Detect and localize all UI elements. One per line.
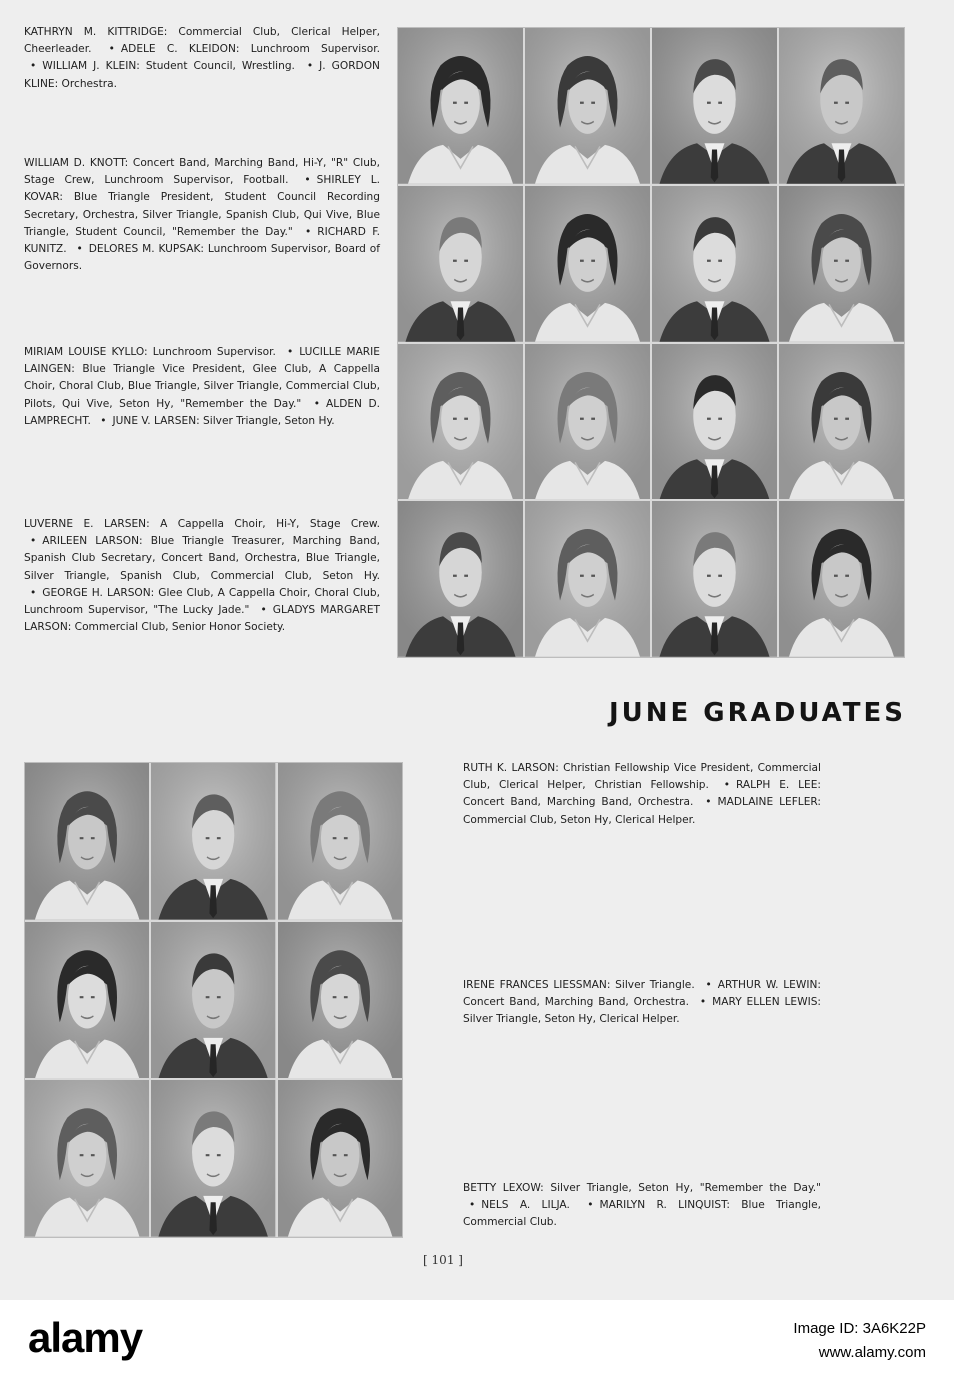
top-portrait-photo xyxy=(398,28,523,184)
bullet-separator: • xyxy=(587,1199,594,1212)
bullet-separator: • xyxy=(723,779,730,792)
watermark-image-id: Image ID: 3A6K22P xyxy=(793,1320,926,1337)
senior-entry: GLADYS MARGARET LARSON: Commercial Club, Senior Honor Society. xyxy=(24,604,380,634)
senior-bio-block-6 xyxy=(463,977,821,1029)
senior-entry: GEORGE H. LARSON: Glee Club, A Cappella Choir, Choral Club, Lunchroom Supervisor, "The Lucky Jade." xyxy=(24,586,380,617)
senior-entry: ADELE C. KLEIDON: Lunchroom Supervisor. xyxy=(120,43,380,56)
senior-entry: BETTY LEXOW: Silver Triangle, Seton Hy, "Remember the Day." xyxy=(463,1182,821,1194)
bullet-separator: • xyxy=(286,346,294,358)
bottom-portrait-photo xyxy=(25,1080,149,1237)
bottom-portrait-photo xyxy=(25,922,149,1079)
top-portrait-photo xyxy=(779,186,904,342)
senior-entry: ALDEN D. LAMPRECHT. xyxy=(24,397,380,427)
top-portrait-photo xyxy=(652,501,777,657)
top-portrait-photo xyxy=(398,186,523,342)
senior-entry: RICHARD F. KUNITZ. xyxy=(24,225,380,256)
bullet-separator: • xyxy=(76,243,83,256)
senior-entry: JUNE V. LARSEN: Silver Triangle, Seton Hy. xyxy=(112,414,335,427)
portrait-grid-bottom xyxy=(24,762,403,1238)
senior-entry: RALPH E. LEE: Concert Band, Marching Band, Orchestra. xyxy=(463,779,821,809)
senior-bio-block-4 xyxy=(24,516,380,636)
section-title: JUNE GRADUATES xyxy=(608,698,906,728)
bullet-separator: • xyxy=(705,979,712,991)
bottom-portrait-photo xyxy=(278,763,402,920)
senior-entry: NELS A. LILJA. xyxy=(481,1199,570,1212)
bottom-portrait-photo xyxy=(151,1080,275,1237)
senior-bio-block-3 xyxy=(24,344,380,430)
senior-entry: ARILEEN LARSON: Blue Triangle Treasurer, Marching Band, Spanish Club Secretary, Concert Band, Orchestra, Blue Triangle, Silver Triangle, Spanish Club, Commercial Club, Seton Hy. xyxy=(24,535,380,582)
bottom-portrait-photo xyxy=(151,922,275,1079)
bullet-separator: • xyxy=(306,60,314,73)
senior-bio-block-7 xyxy=(463,1180,821,1232)
bottom-portrait-photo xyxy=(278,1080,402,1237)
top-portrait-photo xyxy=(525,28,650,184)
senior-entry: J. GORDON KLINE: Orchestra. xyxy=(24,60,380,90)
top-portrait-photo xyxy=(525,186,650,342)
senior-entry: MADLAINE LEFLER: Commercial Club, Seton Hy, Clerical Helper. xyxy=(463,796,821,826)
bottom-portrait-photo xyxy=(25,763,149,920)
top-portrait-photo xyxy=(779,501,904,657)
senior-entry: DELORES M. KUPSAK: Lunchroom Supervisor, Board of Governors. xyxy=(24,243,380,273)
bullet-separator: • xyxy=(313,397,321,410)
top-portrait-photo xyxy=(652,28,777,184)
bullet-separator: • xyxy=(30,60,37,73)
bullet-separator: • xyxy=(304,174,311,187)
bullet-separator: • xyxy=(469,1199,476,1212)
top-portrait-photo xyxy=(398,344,523,500)
senior-bio-block-2 xyxy=(24,155,380,275)
page-number: [ 101 ] xyxy=(423,1253,463,1267)
senior-entry: MARILYN R. LINQUIST: Blue Triangle, Commercial Club. xyxy=(463,1199,822,1229)
senior-entry: WILLIAM D. KNOTT: Concert Band, Marching Band, Hi-Y, "R" Club, Stage Crew, Lunchroom Supervisor, Football. xyxy=(24,157,380,187)
bottom-portrait-photo xyxy=(151,763,275,920)
bullet-separator: • xyxy=(260,604,267,617)
senior-entry: KATHRYN M. KITTRIDGE: Commercial Club, Clerical Helper, Cheerleader. xyxy=(24,26,380,56)
top-portrait-photo xyxy=(652,186,777,342)
senior-entry: WILLIAM J. KLEIN: Student Council, Wrestling. xyxy=(42,60,295,73)
bullet-separator: • xyxy=(705,796,712,809)
bullet-separator: • xyxy=(30,535,37,548)
portrait-grid-top xyxy=(397,27,905,658)
bullet-separator: • xyxy=(699,996,707,1009)
senior-entry: LUVERNE E. LARSEN: A Cappella Choir, Hi-Y, Stage Crew. xyxy=(24,518,380,530)
top-portrait-photo xyxy=(652,344,777,500)
senior-entry: MIRIAM LOUISE KYLLO: Lunchroom Supervisor. xyxy=(24,346,276,358)
top-portrait-photo xyxy=(525,501,650,657)
senior-bio-block-1 xyxy=(24,24,380,93)
top-portrait-photo xyxy=(779,28,904,184)
top-portrait-photo xyxy=(779,344,904,500)
top-portrait-photo xyxy=(525,344,650,500)
watermark-logo: alamy xyxy=(28,1314,143,1361)
senior-entry: MARY ELLEN LEWIS: Silver Triangle, Seton Hy, Clerical Helper. xyxy=(463,996,821,1026)
top-portrait-photo xyxy=(398,501,523,657)
senior-entry: ARTHUR W. LEWIN: Concert Band, Marching Band, Orchestra. xyxy=(463,979,821,1009)
bottom-portrait-photo xyxy=(278,922,402,1079)
senior-entry: LUCILLE MARIE LAINGEN: Blue Triangle Vice President, Glee Club, A Cappella Choir, Choral Club, Blue Triangle, Silver Triangle, Commercial Club, Pilots, Qui Vive, Seton Hy, "Remember the Day." xyxy=(24,346,380,410)
watermark-url: www.alamy.com xyxy=(818,1344,926,1361)
bullet-separator: • xyxy=(305,225,312,238)
senior-entry: RUTH K. LARSON: Christian Fellowship Vice President, Commercial Club, Clerical Helper, Christian Fellowship. xyxy=(463,762,821,792)
senior-bio-block-5 xyxy=(463,760,821,829)
stock-watermark-bar xyxy=(0,1300,954,1390)
bullet-separator: • xyxy=(30,586,37,599)
bullet-separator: • xyxy=(108,43,115,56)
bullet-separator: • xyxy=(100,414,107,427)
senior-entry: IRENE FRANCES LIESSMAN: Silver Triangle. xyxy=(463,979,695,991)
senior-entry: SHIRLEY L. KOVAR: Blue Triangle President, Student Council Recording Secretary, Orchestra, Silver Triangle, Spanish Club, Qui Vive, Blue Triangle, Student Council, "Remember the Day." xyxy=(24,174,380,238)
